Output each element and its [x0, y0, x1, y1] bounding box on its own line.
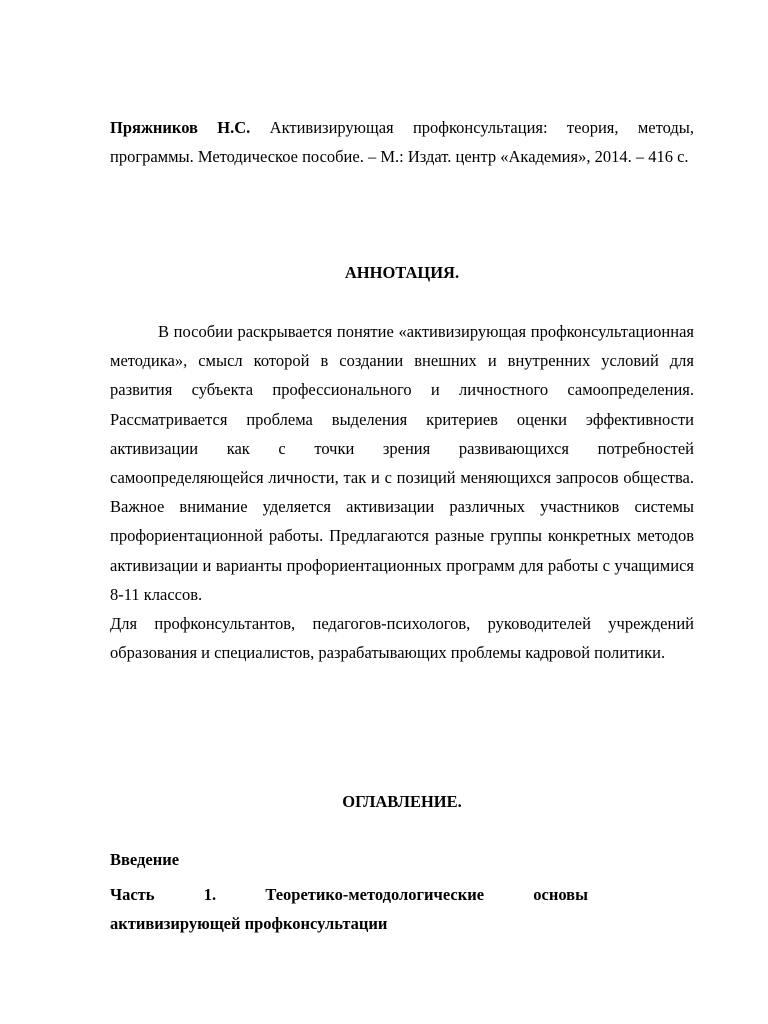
toc-item-part-1 [110, 880, 694, 938]
bibliographic-citation [110, 113, 694, 171]
toc-part-1-word-theoretical: Теоретико-методологические [265, 885, 485, 904]
annotation-body [110, 317, 694, 667]
table-of-contents [110, 845, 694, 938]
citation-author: Пряжников Н.С. [110, 118, 251, 137]
annotation-heading: АННОТАЦИЯ. [344, 263, 460, 282]
toc-part-1-word-basics: основы [533, 885, 588, 904]
toc-part-1-title-line [110, 880, 588, 909]
toc-part-1-number: 1. [203, 885, 217, 904]
toc-part-1-word: Часть [110, 885, 155, 904]
toc-item-introduction: Введение [110, 850, 180, 869]
toc-part-1-title-continuation: активизирующей профконсультации [110, 914, 388, 933]
annotation-paragraph-2: Для профконсультантов, педагогов-психологов, руководителей учреждений образования и специалистов, разрабатывающих проблемы кадровой политики. [110, 614, 694, 663]
annotation-paragraph-1: В пособии раскрывается понятие «активизирующая профконсультационная методика», смысл которой в создании внешних и внутренних условий для развития субъекта профессионального и личностного самоопределения. Рассматривается проблема выделения критериев оценки эффективности активизации как с точки зрения развивающихся потребностей самоопределяющейся личности, так и с позиций меняющихся запросов общества. Важное внимание уделяется активизации различных участников системы профориентационной работы. Предлагаются разные группы конкретных методов активизации и варианты профориентационных программ для работы с учащимися 8-11 классов. [110, 322, 694, 604]
citation-text: Активизирующая профконсультация: теория, методы, программы. Методическое пособие. – М.: Издат. центр «Академия», 2014. – 416 с. [110, 118, 695, 166]
toc-heading: ОГЛАВЛЕНИЕ. [342, 792, 462, 811]
